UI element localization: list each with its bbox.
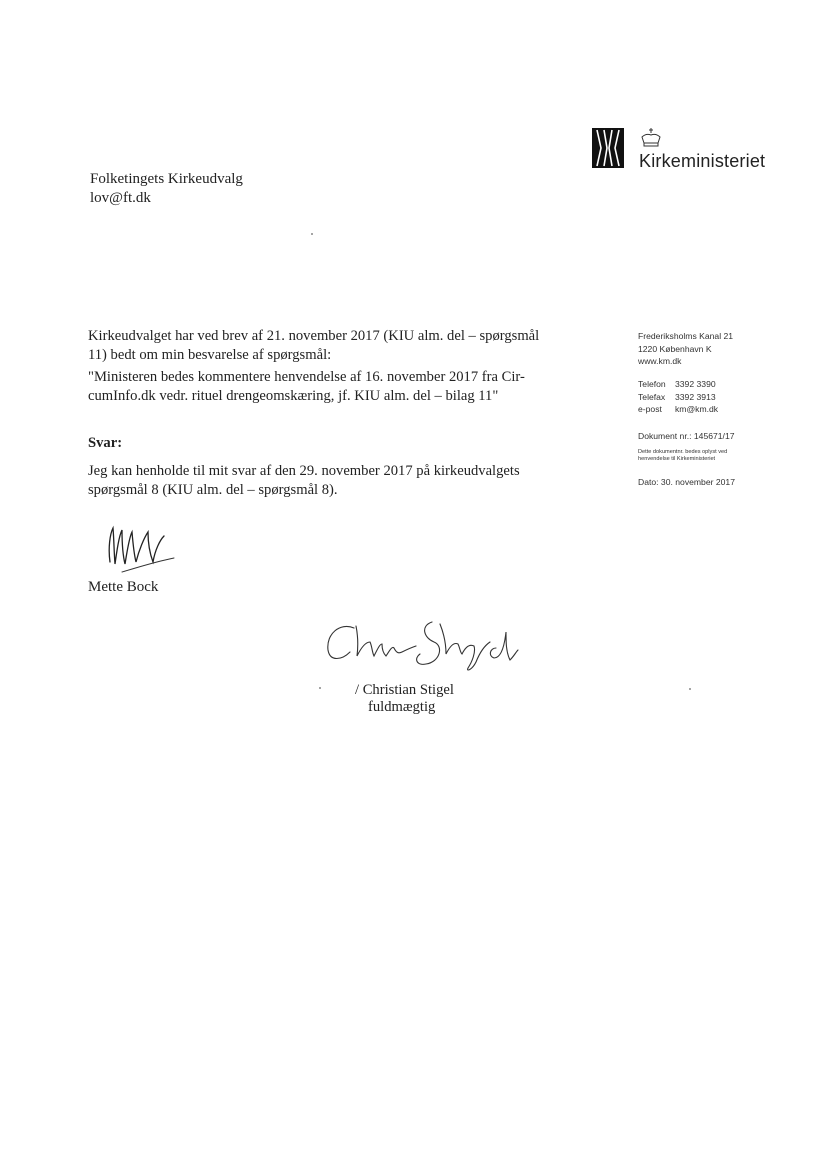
website-link[interactable]: www.km.dk xyxy=(638,356,682,366)
document-date: Dato: 30. november 2017 xyxy=(638,477,735,487)
paragraph-line: 11) bedt om min besvarelse af spørgsmål: xyxy=(88,347,332,363)
note-line: Dette dokumentnr. bedes oplyst ved xyxy=(638,449,728,455)
minister-signature xyxy=(104,518,180,576)
address-city: 1220 København K xyxy=(638,343,712,354)
scan-speck xyxy=(689,688,691,690)
note-line: henvendelse til Kirkeministeriet xyxy=(638,456,716,462)
document-number: Dokument nr.: 145671/17 xyxy=(638,431,735,441)
recipient-name: Folketingets Kirkeudvalg xyxy=(90,171,243,187)
paragraph-line: Kirkeudvalget har ved brev af 21. november 2017 (KIU alm. del – spørgsmål xyxy=(88,328,540,344)
official-title: fuldmægtig xyxy=(368,699,436,715)
scan-speck xyxy=(311,233,313,235)
official-signature xyxy=(320,612,530,674)
quote-line: "Ministeren bedes kommentere henvendelse af 16. november 2017 fra Cir- xyxy=(88,369,525,385)
quoted-question xyxy=(88,368,568,406)
phone-value: 3392 3390 xyxy=(675,379,716,389)
phone-label: Telefon xyxy=(638,379,666,389)
fax-value: 3392 3913 xyxy=(675,391,716,402)
answer-paragraph xyxy=(88,462,568,500)
answer-line: Jeg kan henholde til mit svar af den 29. november 2017 på kirkeudvalgets xyxy=(88,463,520,479)
crown-icon xyxy=(640,128,662,148)
recipient-email[interactable]: lov@ft.dk xyxy=(90,190,151,206)
question-paragraph xyxy=(88,327,568,365)
official-name: / Christian Stigel xyxy=(355,682,454,698)
ministry-mark-icon xyxy=(592,128,624,168)
quote-line: cumInfo.dk vedr. rituel drengeomskæring, jf. KIU alm. del – bilag 11" xyxy=(88,388,499,404)
document-note xyxy=(638,449,758,463)
sidebar-contact xyxy=(638,378,718,416)
ministry-name: Kirkeministeriet xyxy=(639,151,766,171)
address-street: Frederiksholms Kanal 21 xyxy=(638,331,734,341)
answer-line: spørgsmål 8 (KIU alm. del – spørgsmål 8). xyxy=(88,482,338,498)
minister-name: Mette Bock xyxy=(88,579,159,595)
email-value[interactable]: km@km.dk xyxy=(675,404,719,414)
sidebar-address xyxy=(638,330,733,368)
recipient-block xyxy=(90,170,243,208)
answer-heading: Svar: xyxy=(88,435,123,451)
email-label: e-post xyxy=(638,404,662,414)
fax-label: Telefax xyxy=(638,391,666,402)
scan-speck xyxy=(319,687,321,689)
